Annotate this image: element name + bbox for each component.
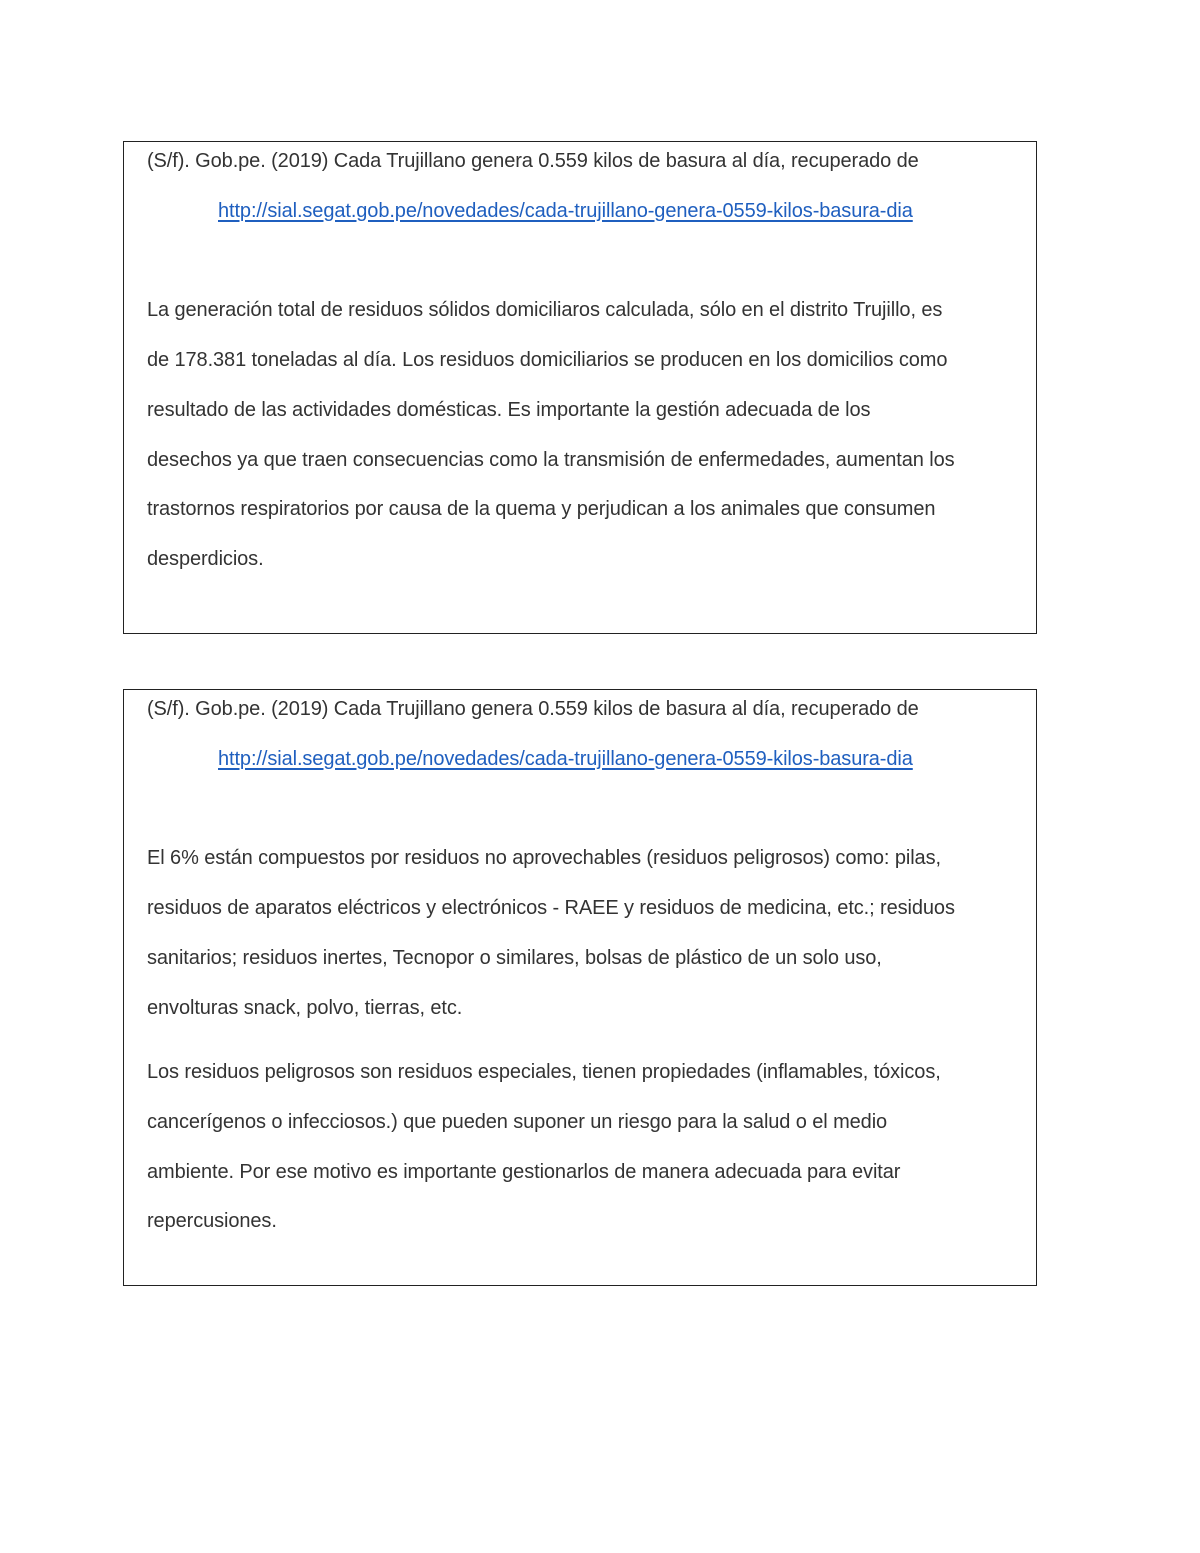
text-line: residuos de aparatos eléctricos y electrónicos - RAEE y residuos de medicina, etc.; residuos [147,897,955,920]
reference-link-line [147,187,1026,237]
text-line: sanitarios; residuos inertes, Tecnopor o similares, bolsas de plástico de un solo uso, [147,946,882,969]
reference-link[interactable]: http://sial.segat.gob.pe/novedades/cada-trujillano-genera-0559-kilos-basura-dia [218,747,913,770]
note-card [123,689,1037,1286]
text-line: El 6% están compuestos por residuos no aprovechables (residuos peligrosos) como: pilas, [147,847,941,870]
paragraph [147,286,1026,584]
text-line: resultado de las actividades domésticas. Es importante la gestión adecuada de los [147,398,871,421]
paragraph [147,1048,1026,1247]
text-line: cancerígenos o infecciosos.) que pueden suponer un riesgo para la salud o el medio [147,1110,888,1133]
text-line: La generación total de residuos sólidos domiciliaros calculada, sólo en el distrito Trujillo, es [147,299,943,322]
reference-citation: (S/f). Gob.pe. (2019) Cada Trujillano genera 0.559 kilos de basura al día, recuperado de [147,150,919,172]
text-line: trastornos respiratorios por causa de la quema y perjudican a los animales que consumen [147,498,936,521]
paragraph [147,834,1026,1033]
text-line: ambiente. Por ese motivo es importante gestionarlos de manera adecuada para evitar [147,1160,901,1183]
reference-link-line [147,735,1026,785]
spacer [147,784,1026,834]
text-line: desechos ya que traen consecuencias como la transmisión de enfermedades, aumentan los [147,448,955,471]
reference-link[interactable]: http://sial.segat.gob.pe/novedades/cada-trujillano-genera-0559-kilos-basura-dia [218,199,913,222]
text-line: de 178.381 toneladas al día. Los residuos domiciliarios se producen en los domicilios como [147,349,948,372]
spacer [147,1033,1026,1048]
text-line: desperdicios. [147,547,264,570]
text-line: envolturas snack, polvo, tierras, etc. [147,996,463,1019]
text-line: Los residuos peligrosos son residuos especiales, tienen propiedades (inflamables, tóxicos, [147,1061,941,1084]
note-card [123,141,1037,634]
text-line: repercusiones. [147,1210,277,1233]
reference-citation: (S/f). Gob.pe. (2019) Cada Trujillano genera 0.559 kilos de basura al día, recuperado de [147,698,919,720]
spacer [147,236,1026,286]
